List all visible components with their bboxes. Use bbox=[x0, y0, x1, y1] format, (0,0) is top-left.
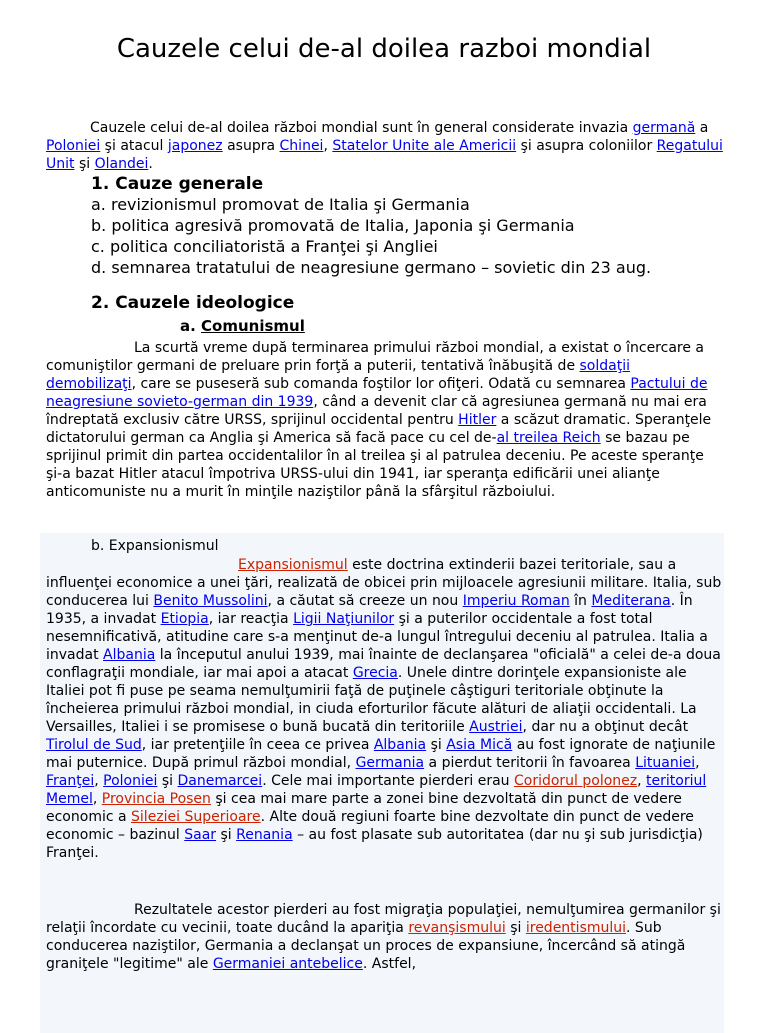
link-lituaniei[interactable]: Lituaniei bbox=[635, 755, 696, 771]
list-item: b. politica agresivă promovată de Italia, Japonia şi Germania bbox=[91, 216, 575, 235]
link-albania[interactable]: Albania bbox=[103, 647, 156, 663]
comunismul-paragraph: La scurtă vreme după terminarea primului război mondial, a existat o încercare a comuniştilor germani de preluare prin forţă a puterii, tentativă înăbuşită de soldaţii demobilizaţi, care se puseseră sub comanda foştilor lor ofiţeri. Odată cu semnarea Pactului de neagresiune sovieto-german din 1939, când a devenit clar că agresiunea germană nu mai era îndreptată exclusiv către URSS, sprijinul occidental pentru Hitler a scăzut dramatic. Speranţele dictatorului german ca Anglia şi America să facă pace cu cel de-al treilea Reich se bazau pe sprijinul primit din partea occidentalilor în al treilea şi al patrulea deceniu. Pe aceste speranţe şi-a bazat Hitler atacul împotriva URSS-ului din 1941, iar speranţa edificării unei alianţe anticomuniste nu a murit în minţile naziştilor până la sfârşitul războiului. bbox=[46, 340, 712, 500]
link-imperiu-roman[interactable]: Imperiu Roman bbox=[462, 593, 570, 609]
general-causes-list bbox=[91, 194, 651, 278]
link-asia-mica[interactable]: Asia Mică bbox=[446, 737, 513, 753]
link-expansionismul[interactable]: Expansionismul bbox=[238, 557, 348, 573]
link-germaniei-antebelice[interactable]: Germaniei antebelice bbox=[212, 956, 363, 972]
section-2-heading: 2. Cauzele ideologice bbox=[91, 293, 295, 313]
link-danemarcei[interactable]: Danemarcei bbox=[177, 773, 263, 789]
list-item: c. politica conciliatoristă a Franţei şi Angliei bbox=[91, 237, 438, 256]
link-al-treilea-reich[interactable]: al treilea Reich bbox=[496, 430, 601, 446]
link-germania[interactable]: Germania bbox=[355, 755, 425, 771]
link-frantei[interactable]: Franţei bbox=[46, 773, 95, 789]
link-grecia[interactable]: Grecia bbox=[352, 665, 398, 681]
subsection-comunismul-heading: a. Comunismul bbox=[180, 317, 305, 335]
link-pactul-neagresiune[interactable]: Pactului de neagresiune sovieto-german din 1939 bbox=[46, 376, 708, 410]
list-item: a. revizionismul promovat de Italia şi Germania bbox=[91, 195, 470, 214]
page-title: Cauzele celui de-al doilea razboi mondial bbox=[116, 34, 652, 64]
link-saar[interactable]: Saar bbox=[184, 827, 217, 843]
link-etiopia[interactable]: Etiopia bbox=[160, 611, 209, 627]
link-ligii-natiunilor[interactable]: Ligii Naţiunilor bbox=[293, 611, 395, 627]
link-soldatii-demobilizati[interactable]: soldaţii demobilizaţi bbox=[46, 358, 630, 392]
link-albania-2[interactable]: Albania bbox=[373, 737, 427, 753]
link-poloniei[interactable]: Poloniei bbox=[46, 138, 101, 154]
link-poloniei-2[interactable]: Poloniei bbox=[103, 773, 158, 789]
link-chinei[interactable]: Chinei bbox=[279, 138, 324, 154]
link-iredentismului[interactable]: iredentismului bbox=[525, 920, 627, 936]
link-revansismului[interactable]: revanşismului bbox=[408, 920, 506, 936]
subsection-expansionismul-heading: b. Expansionismul bbox=[91, 538, 219, 554]
link-hitler[interactable]: Hitler bbox=[458, 412, 497, 428]
link-olandei[interactable]: Olandei bbox=[94, 156, 149, 172]
link-regatul-unit[interactable]: Regatului Unit bbox=[46, 138, 723, 172]
list-item: d. semnarea tratatului de neagresiune germano – sovietic din 23 aug. bbox=[91, 258, 652, 277]
link-coridorul-polonez[interactable]: Coridorul polonez bbox=[513, 773, 638, 789]
link-renania[interactable]: Renania bbox=[236, 827, 293, 843]
link-sua[interactable]: Statelor Unite ale Americii bbox=[332, 138, 517, 154]
link-japonez[interactable]: japonez bbox=[167, 138, 223, 154]
link-germana[interactable]: germană bbox=[632, 120, 696, 136]
link-benito-mussolini[interactable]: Benito Mussolini bbox=[153, 593, 268, 609]
expansionismul-paragraph: Expansionismul este doctrina extinderii bazei teritoriale, sau a influenţei economice a unei ţări, realizată de obicei prin mijloacele agresiunii militare. Italia, sub conducerea lui Benito Mussolini, a căutat să creeze un nou Imperiu Roman în Mediterana. În 1935, a invadat Etiopia, iar reacţia Ligii Naţiunilor şi a puterilor occidentale a fost total nesemnificativă, atitudine care s-a menţinut de-a lungul întregului deceniu al patrulea. Italia a invadat Albania la începutul anului 1939, mai înainte de declanşarea "oficială" a celei de-a doua conflagraţii mondiale, iar mai apoi a atacat Grecia. Unele dintre dorinţele expansioniste ale Italiei pot fi puse pe seama nemulţumirii faţă de puţinele câştiguri teritoriale obţinute la încheierea primului război mondial, in ciuda eforturilor făcute alături de aliaţii occidentali. La Versailles, Italiei i se promisese o bună bucată din teritoriile Austriei, dar nu a obţinut decât Tirolul de Sud, iar pretenţiile în ceea ce privea Albania şi Asia Mică au fost ignorate de naţiunile mai puternice. După primul război mondial, Germania a pierdut teritorii în favoarea Lituaniei, Franţei, Poloniei şi Danemarcei. Cele mai importante pierderi erau Coridorul polonez, teritoriul Memel, Provincia Posen şi cea mai mare parte a zonei bine dezvoltată din punct de vedere economic a Sileziei Superioare. Alte două regiuni foarte bine dezvoltate din punct de vedere economic – bazinul Saar şi Renania – au fost plasate sub autoritatea (dar nu şi sub jurisdicţia) Franţei. bbox=[46, 557, 722, 861]
link-teritoriul-memel[interactable]: teritoriul Memel bbox=[46, 773, 707, 807]
link-mediterana[interactable]: Mediterana bbox=[591, 593, 671, 609]
section-1-heading: 1. Cauze generale bbox=[91, 174, 264, 194]
link-sileziei-superioare[interactable]: Sileziei Superioare bbox=[131, 809, 261, 825]
link-austriei[interactable]: Austriei bbox=[469, 719, 523, 735]
link-provincia-posen[interactable]: Provincia Posen bbox=[101, 791, 211, 807]
intro-paragraph: Cauzele celui de-al doilea război mondial sunt în general considerate invazia germană a Poloniei şi atacul japonez asupra Chinei, Statelor Unite ale Americii şi asupra coloniilor Regatului Unit şi Olandei. bbox=[46, 120, 723, 172]
link-tirolul-de-sud[interactable]: Tirolul de Sud bbox=[46, 737, 142, 753]
rezultatele-paragraph: Rezultatele acestor pierderi au fost migraţia populaţiei, nemulţumirea germanilor şi relaţii încordate cu vecinii, toate ducând la apariţia revanşismului şi iredentismului. Sub conducerea naziştilor, Germania a declanşat un proces de expansiune, încercând să atingă graniţele "legitime" ale Germaniei antebelice. Astfel, bbox=[46, 902, 721, 972]
